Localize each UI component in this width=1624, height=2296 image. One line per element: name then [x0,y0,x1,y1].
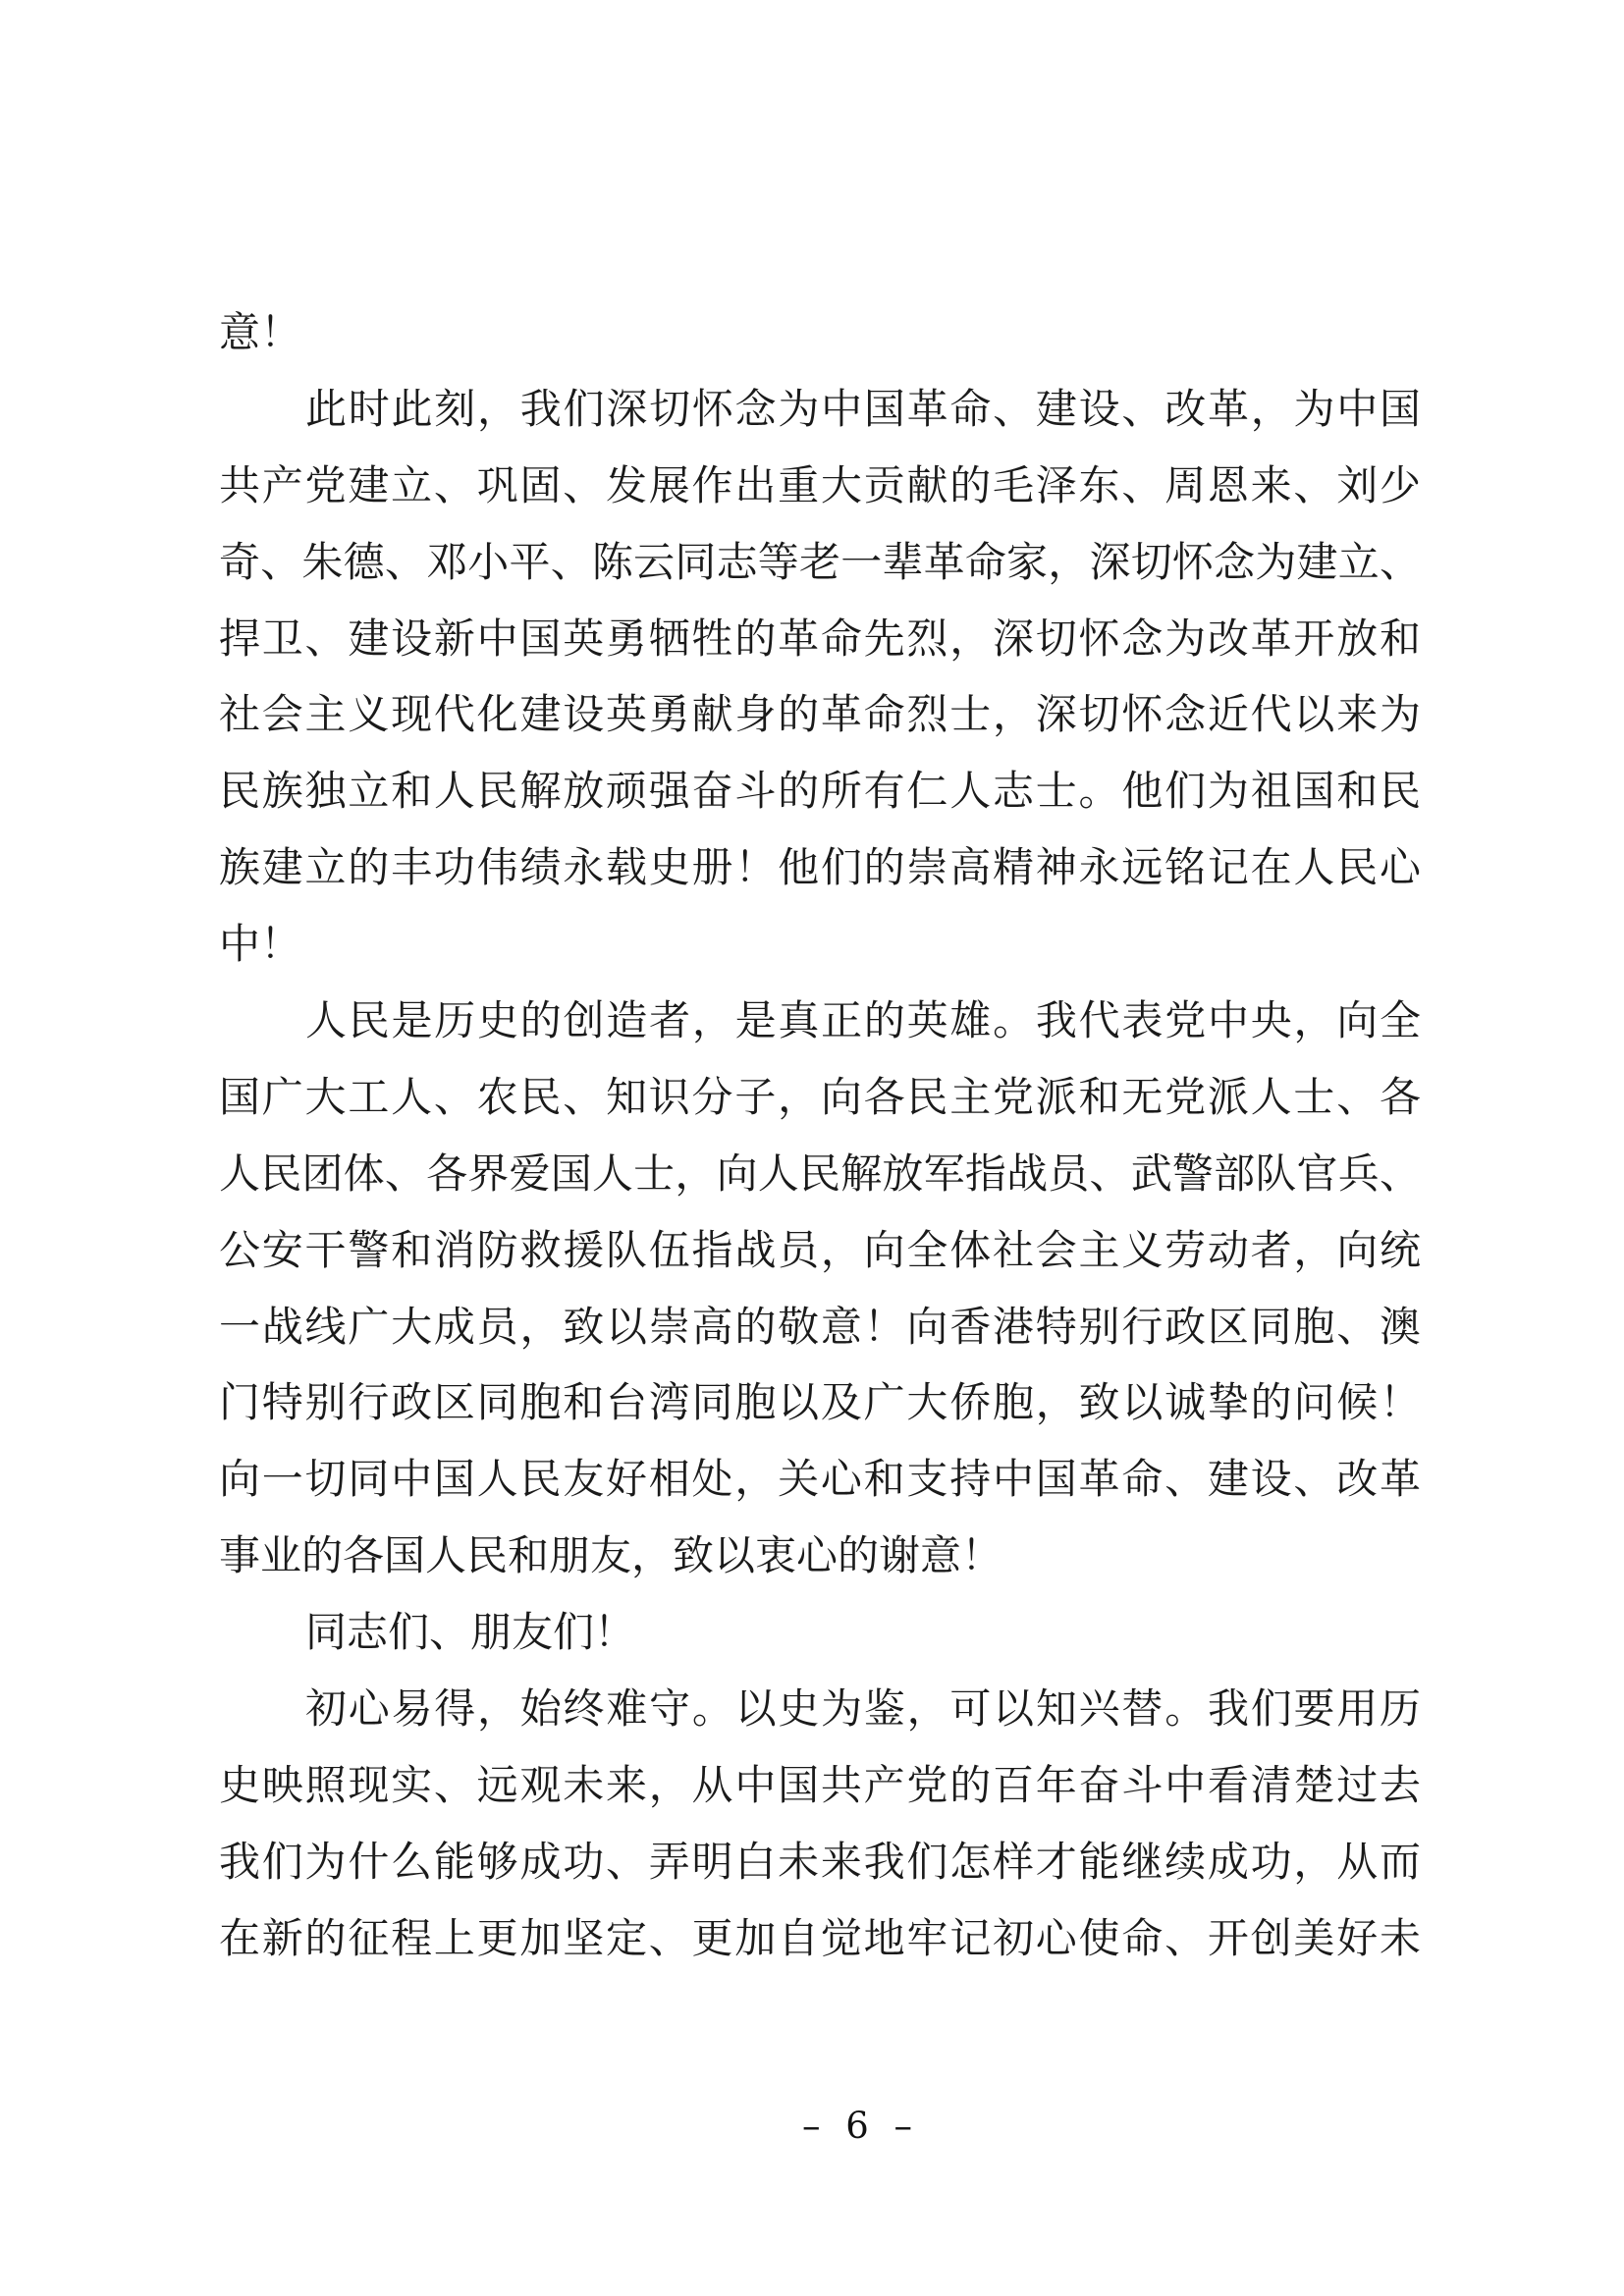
text-line: 国广大工人、农民、知识分子，向各民主党派和无党派人士、各 [219,1072,1421,1121]
text-line: 我们为什么能够成功、弄明白未来我们怎样才能继续成功，从而 [219,1837,1421,1886]
text-line: 族建立的丰功伟绩永载史册！他们的崇高精神永远铭记在人民心 [219,843,1421,892]
text-line: 人民团体、各界爱国人士，向人民解放军指战员、武警部队官兵、 [219,1148,1421,1198]
text-line: 此时此刻，我们深切怀念为中国革命、建设、改革，为中国 [305,384,1421,433]
text-line: 门特别行政区同胞和台湾同胞以及广大侨胞，致以诚挚的问候！ [219,1378,1421,1427]
text-line: 公安干警和消防救援队伍指战员，向全体社会主义劳动者，向统 [219,1225,1421,1274]
document-body [219,294,1421,1977]
text-line: 初心易得，始终难守。以史为鉴，可以知兴替。我们要用历 [305,1684,1421,1734]
text-line: 在新的征程上更加坚定、更加自觉地牢记初心使命、开创美好未 [219,1913,1421,1962]
text-line: 意！ [219,308,302,356]
text-line: 史映照现实、远观未来，从中国共产党的百年奋斗中看清楚过去 [219,1760,1421,1809]
text-line: 民族独立和人民解放顽强奋斗的所有仁人志士。他们为祖国和民 [219,767,1421,816]
text-line: 捍卫、建设新中国英勇牺牲的革命先烈，深切怀念为改革开放和 [219,614,1421,663]
text-line: 一战线广大成员，致以崇高的敬意！向香港特别行政区同胞、澳 [219,1302,1421,1351]
text-line: 人民是历史的创造者，是真正的英雄。我代表党中央，向全 [305,996,1421,1045]
text-line: 共产党建立、巩固、发展作出重大贡献的毛泽东、周恩来、刘少 [219,460,1421,509]
text-line: 社会主义现代化建设英勇献身的革命烈士，深切怀念近代以来为 [219,690,1421,739]
page-number: – 6 – [801,2105,913,2147]
text-line: 中！ [219,920,302,969]
text-line: 同志们、朋友们！ [305,1608,636,1657]
text-line: 奇、朱德、邓小平、陈云同志等老一辈革命家，深切怀念为建立、 [219,537,1421,586]
text-line: 向一切同中国人民友好相处，关心和支持中国革命、建设、改革 [219,1455,1421,1504]
text-line: 事业的各国人民和朋友，致以衷心的谢意！ [219,1531,1003,1580]
